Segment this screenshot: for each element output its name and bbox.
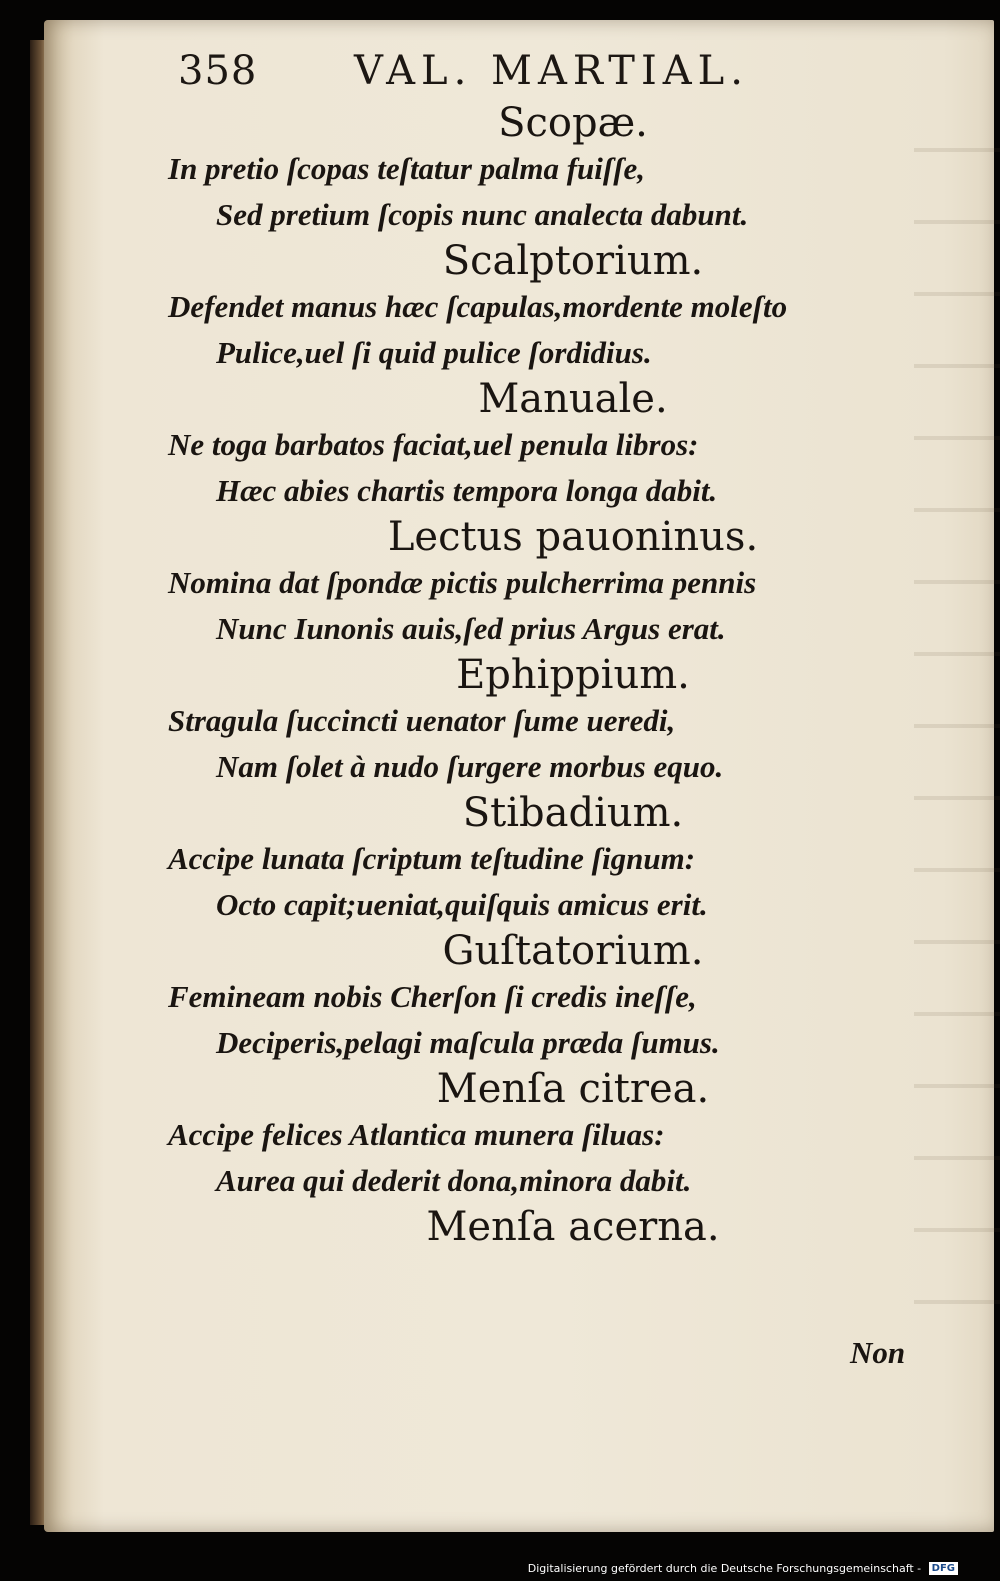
verse-line: Nomina dat ſpondæ pictis pulcherrima pennis xyxy=(168,565,757,600)
verse-line: Pulice,uel ſi quid pulice ſordidius. xyxy=(216,335,652,370)
verse-line: Hæc abies chartis tempora longa dabit. xyxy=(216,473,718,508)
verse-line: Femineam nobis Cherſon ſi credis ineſſe, xyxy=(168,979,697,1014)
poem xyxy=(168,1204,888,1250)
verse-line: Deciperis,pelagi maſcula præda ſumus. xyxy=(216,1025,720,1060)
verse-line: In pretio ſcopas teſtatur palma fuiſſe, xyxy=(168,151,646,186)
dfg-logo: DFG xyxy=(929,1562,958,1575)
poem xyxy=(168,790,888,928)
verse-line: Ne toga barbatos faciat,uel penula libros: xyxy=(168,427,699,462)
page-number: 358 xyxy=(178,48,258,94)
poem-title: Lectus pauoninus. xyxy=(387,514,759,560)
poem xyxy=(168,514,888,652)
poem-title: Menſa citrea. xyxy=(436,1066,710,1112)
poem xyxy=(168,238,888,376)
verse-line: Octo capit;ueniat,quiſquis amicus erit. xyxy=(216,887,708,922)
poem-title: Scalptorium. xyxy=(442,238,704,284)
poem xyxy=(168,100,888,238)
poem-title: Ephippium. xyxy=(456,652,690,698)
poem xyxy=(168,928,888,1066)
poem xyxy=(168,1066,888,1204)
show-through-text xyxy=(914,110,1000,1340)
catchword: Non xyxy=(850,1335,906,1370)
poem-title: Stibadium. xyxy=(462,790,684,836)
running-head xyxy=(178,48,858,98)
poem-title: Manuale. xyxy=(478,376,668,422)
credit-text: Digitalisierung gefördert durch die Deutsche Forschungsgemeinschaft - xyxy=(527,1561,922,1575)
verse-line: Aurea qui dederit dona,minora dabit. xyxy=(216,1163,692,1198)
poem xyxy=(168,376,888,514)
poem xyxy=(168,652,888,790)
verse-line: Accipe lunata ſcriptum teſtudine ſignum: xyxy=(168,841,696,876)
poem-title: Menſa acerna. xyxy=(426,1204,720,1250)
verse-line: Nunc Iunonis auis,ſed prius Argus erat. xyxy=(216,611,726,646)
verse-line: Nam ſolet à nudo ſurgere morbus equo. xyxy=(216,749,724,784)
digitization-credit xyxy=(528,1562,958,1576)
verse-line: Accipe felices Atlantica munera ſiluas: xyxy=(168,1117,665,1152)
poem-title: Scopæ. xyxy=(498,100,648,146)
poem-title: Guſtatorium. xyxy=(442,928,704,974)
verse-line: Stragula ſuccincti uenator ſume ueredi, xyxy=(168,703,676,738)
verse-line: Defendet manus hæc ſcapulas,mordente moleſto xyxy=(168,289,788,324)
poem-list xyxy=(168,100,888,1250)
running-title: VAL. MARTIAL. xyxy=(354,48,749,94)
verse-line: Sed pretium ſcopis nunc analecta dabunt. xyxy=(216,197,749,232)
